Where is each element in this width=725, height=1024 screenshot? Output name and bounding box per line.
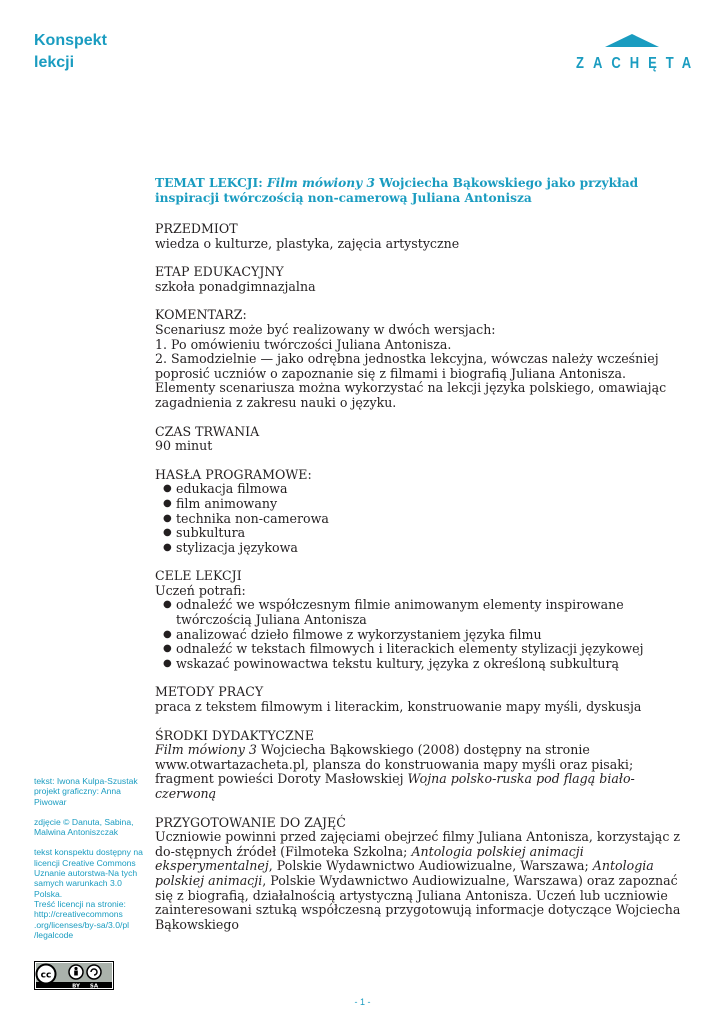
materials-line-3: fragment powieści Doroty Masłowskiej Wojna polsko-ruska pod flagą biało-czerwoną — [155, 771, 635, 801]
sa-label: SA — [89, 983, 99, 990]
zacheta-logo — [576, 33, 701, 73]
credit-photo: zdjęcie © Danuta, Sabina, Malwina Antoniszczak — [34, 816, 134, 838]
section-comment — [155, 308, 685, 410]
section-materials — [155, 729, 685, 802]
keyword-list — [155, 482, 685, 555]
comment-line: 2. Samodzielnie — jako odrębna jednostka lekcyjna, wówczas należy wcześniej poprosić uczniów o zapoznanie się z filmami i biografią Juliana Antonisza. Elementy scenariusza można wykorzystać na lekcji języka polskiego, omawiając zagadnienia z zakresu nauki o języku. — [155, 351, 667, 410]
cc-by-sa-badge — [34, 961, 114, 990]
logo-text: ZACHĘTA — [576, 53, 701, 72]
list-item: ● subkultura — [155, 526, 685, 541]
goals-list — [155, 598, 685, 671]
topic-film-title: Film mówiony 3 — [266, 176, 375, 190]
section-body: 90 minut — [155, 438, 213, 454]
section-title: ETAP EDUKACYJNY — [155, 264, 284, 280]
list-item: ● wskazać powinowactwa tekstu kultury, języka z określoną subkulturą — [155, 657, 685, 672]
section-title: HASŁA PROGRAMOWE: — [155, 466, 312, 482]
section-body: praca z tekstem filmowym i literackim, konstruowanie mapy myśli, dyskusja — [155, 699, 642, 715]
comment-line: 1. Po omówieniu twórczości Juliana Antonisza. — [155, 336, 452, 352]
title-line-2: lekcji — [34, 54, 75, 71]
section-title: PRZYGOTOWANIE DO ZAJĘĆ — [155, 814, 346, 830]
page-number: - 1 - — [354, 997, 371, 1007]
section-stage — [155, 265, 685, 294]
credit-text: tekst: Iwona Kulpa-Szustak projekt graficzny: Anna Piwowar — [34, 776, 138, 807]
list-item: ● edukacja filmowa — [155, 482, 685, 497]
list-item: ● odnaleźć we współczesnym filmie animowanym elementy inspirowane twórczością Juliana Antonisza — [155, 598, 685, 627]
list-item: ● analizować dzieło filmowe z wykorzystaniem języka filmu — [155, 628, 685, 643]
preparation-body: Uczniowie powinni przed zajęciami obejrzeć filmy Juliana Antonisza, korzystając z do-stępnych źródeł (Filmoteka Szkolna; Antologia polskiej animacji eksperymentalnej, Polskie Wydawnictwo Audiowizualne, Warszawa; Antologia polskiej animacji, Polskie Wydawnictwo Audiowizualne, Warszawa) oraz zapoznać się z biografią, działalnością artystyczną Juliana Antonisza. Uczeń lub uczniowie zainteresowani sztuką współczesną przygotowują informacje dotyczące Wojciecha Bąkowskiego — [155, 829, 681, 932]
comment-line: Scenariusz może być realizowany w dwóch wersjach: — [155, 321, 496, 337]
section-title: ŚRODKI DYDAKTYCZNE — [155, 727, 315, 743]
section-body: wiedza o kulturze, plastyka, zajęcia artystyczne — [155, 235, 460, 251]
section-preparation — [155, 816, 685, 933]
section-title: METODY PRACY — [155, 684, 264, 700]
section-title: PRZEDMIOT — [155, 221, 238, 236]
section-title: CELE LEKCJI — [155, 568, 242, 584]
cc-icon: cc — [40, 970, 52, 981]
logo-roof-icon — [576, 33, 688, 53]
lesson-topic: TEMAT LEKCJI: Film mówiony 3 Wojciecha Bąkowskiego jako przykład inspiracji twórczością non-camerową Juliana Antonisza — [155, 176, 639, 205]
section-keywords — [155, 468, 685, 556]
credits-sidebar — [34, 776, 144, 950]
license-note: tekst konspektu dostępny na licencji Creative Commons Uznanie autorstwa-Na tych samych warunkach 3.0 Polska. Treść licencji na stronie: http://creativecommons .org/licenses/by-sa/3.0/pl /legalcode — [34, 847, 143, 940]
list-item: ● film animowany — [155, 497, 685, 512]
list-item: ● odnaleźć w tekstach filmowych i literackich elementy stylizacji językowej — [155, 642, 685, 657]
by-label: BY — [72, 983, 80, 990]
section-subject — [155, 222, 685, 251]
section-body: szkoła ponadgimnazjalna — [155, 278, 316, 294]
section-goals — [155, 569, 685, 671]
materials-line-2: www.otwartazacheta.pl, plansza do konstruowania mapy myśli oraz pisaki; — [155, 756, 634, 772]
title-line-1: Konspekt — [34, 32, 107, 49]
section-methods — [155, 685, 685, 714]
list-item: ● stylizacja językowa — [155, 541, 685, 556]
goals-intro: Uczeń potrafi: — [155, 582, 246, 598]
section-duration — [155, 425, 685, 454]
section-title: KOMENTARZ: — [155, 307, 247, 323]
section-title: CZAS TRWANIA — [155, 423, 260, 439]
materials-line-1: Film mówiony 3 Wojciecha Bąkowskiego (2008) dostępny na stronie — [155, 742, 590, 758]
document-type-title — [34, 30, 107, 74]
lesson-content — [155, 176, 685, 946]
list-item: ● technika non-camerowa — [155, 512, 685, 527]
